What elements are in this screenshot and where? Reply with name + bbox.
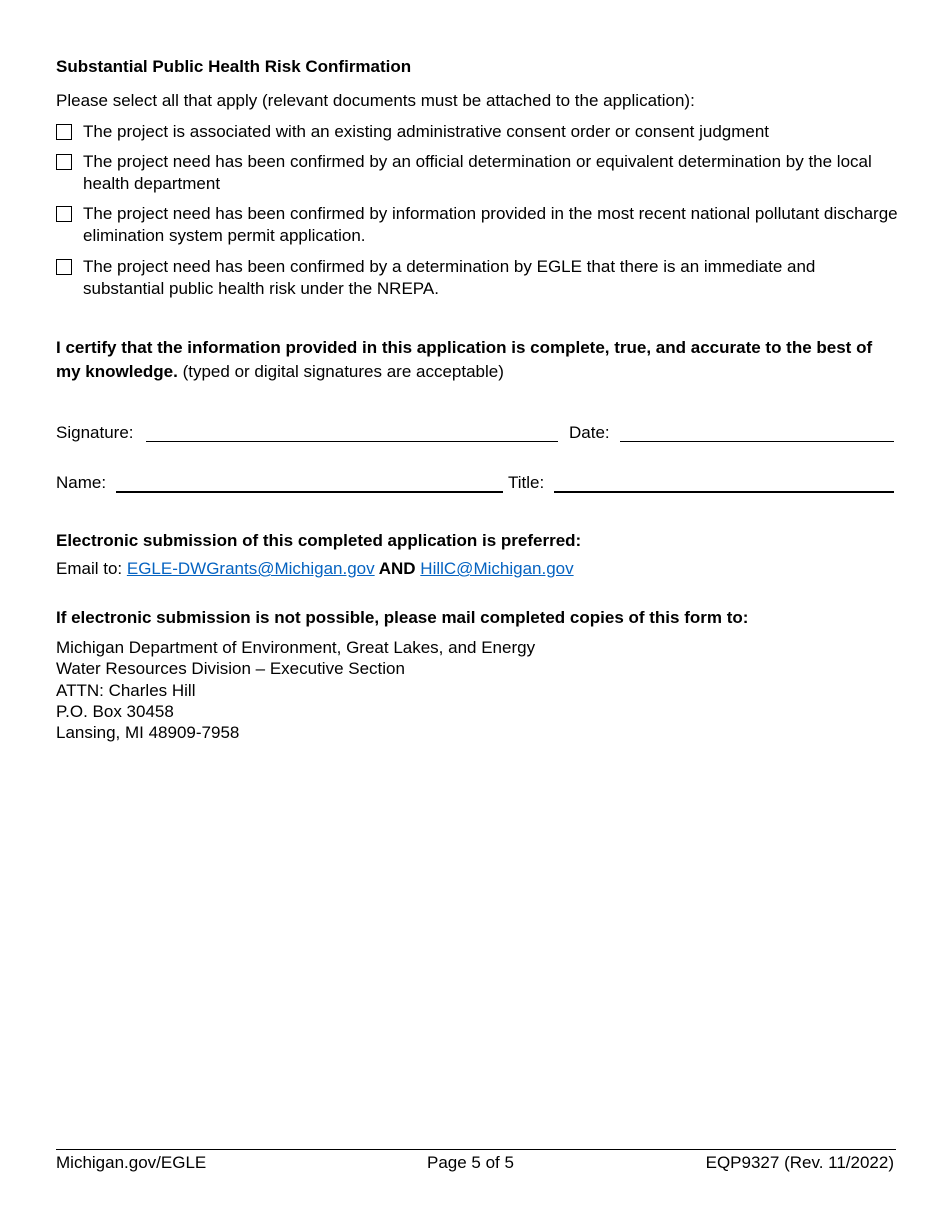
- address-line: P.O. Box 30458: [56, 701, 174, 721]
- email-conjunction: AND: [374, 559, 421, 578]
- certification-note: (typed or digital signatures are acceptable): [177, 362, 504, 381]
- signature-field[interactable]: [146, 441, 558, 442]
- option-label: The project is associated with an existing administrative consent order or consent judgment: [83, 122, 770, 141]
- date-label: Date:: [569, 423, 610, 442]
- option-label: The project need has been confirmed by information provided in the most recent national pollutant discharge elimination system permit application.: [83, 204, 898, 245]
- certification-bold: I certify that the information provided in this application is complete, true, and accurate to the best of my knowledge.: [56, 338, 873, 381]
- section-title: Substantial Public Health Risk Confirmation: [56, 57, 412, 76]
- title-field[interactable]: [554, 491, 894, 493]
- checkbox-consent-order[interactable]: [56, 124, 72, 140]
- mailing-address: [56, 637, 535, 743]
- title-label: Title:: [508, 473, 545, 492]
- checkbox-health-department[interactable]: [56, 154, 72, 170]
- electronic-submission-heading: Electronic submission of this completed application is preferred:: [56, 531, 582, 550]
- mail-submission-heading: If electronic submission is not possible, please mail completed copies of this form to:: [56, 608, 749, 627]
- email-link-dwgrants[interactable]: EGLE-DWGrants@Michigan.gov: [126, 559, 375, 578]
- option-label: The project need has been confirmed by a determination by EGLE that there is an immediate and substantial public health risk under the NREPA.: [83, 257, 816, 298]
- email-line: [56, 559, 574, 579]
- name-field[interactable]: [116, 491, 503, 493]
- address-line: Lansing, MI 48909-7958: [56, 723, 240, 743]
- certification-statement: [56, 336, 896, 384]
- address-line: ATTN: Charles Hill: [56, 680, 196, 700]
- checkbox-egle-determination[interactable]: [56, 259, 72, 275]
- address-line: Michigan Department of Environment, Great Lakes, and Energy: [56, 638, 536, 657]
- name-label: Name:: [56, 473, 107, 492]
- signature-label: Signature:: [56, 423, 134, 442]
- footer-form-id: EQP9327 (Rev. 11/2022): [705, 1153, 894, 1172]
- footer-page-number: Page 5 of 5: [427, 1153, 514, 1172]
- email-prefix: Email to:: [56, 559, 127, 578]
- instructions-text: Please select all that apply (relevant documents must be attached to the application):: [56, 91, 695, 110]
- footer-website: Michigan.gov/EGLE: [56, 1153, 207, 1172]
- address-line: Water Resources Division – Executive Section: [56, 659, 405, 679]
- checkbox-npdes-permit[interactable]: [56, 206, 72, 222]
- footer-divider: [56, 1149, 896, 1150]
- email-link-hillc[interactable]: HillC@Michigan.gov: [420, 559, 574, 578]
- date-field[interactable]: [620, 441, 894, 442]
- option-label: The project need has been confirmed by an official determination or equivalent determination by the local health department: [83, 152, 872, 193]
